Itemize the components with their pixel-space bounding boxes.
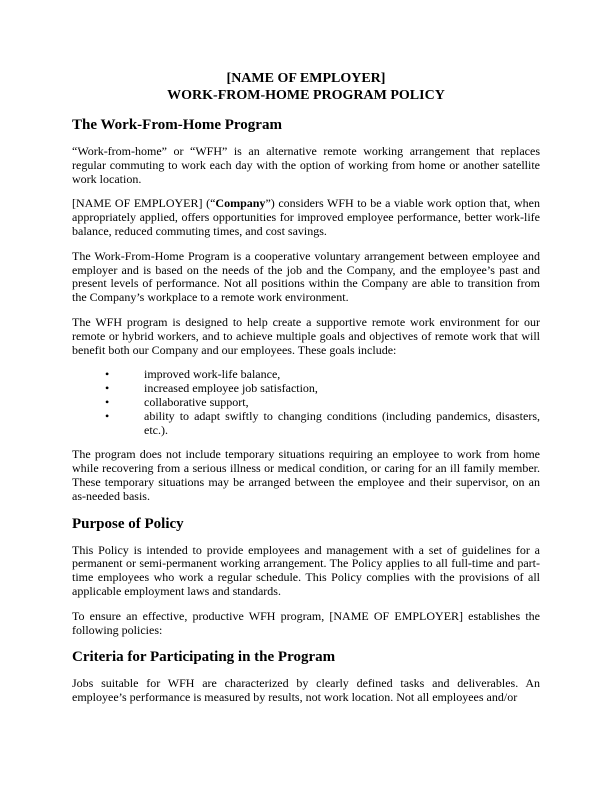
paragraph-definition: “Work-from-home” or “WFH” is an alternative remote working arrangement that replaces regular commuting to work each day with the option of working from home or another satellite work location. xyxy=(72,144,540,186)
bullet-icon: • xyxy=(105,367,110,382)
bullet-icon: • xyxy=(105,381,110,396)
document-title xyxy=(72,70,540,104)
bullet-icon: • xyxy=(105,408,110,423)
paragraph-exclusions: The program does not include temporary situations requiring an employee to work from home while recovering from a serious illness or medical condition, or caring for an ill family member. These temporary situations may be arranged between the employee and their supervisor, on an as-needed basis. xyxy=(72,447,540,503)
list-item xyxy=(72,368,540,382)
paragraph-criteria: Jobs suitable for WFH are characterized by clearly defined tasks and deliverables. An employee’s performance is measured by results, not work location. Not all employees and/or xyxy=(72,676,540,705)
section-wfh-program xyxy=(72,116,540,504)
list-item xyxy=(72,382,540,396)
paragraph-policies-intro: To ensure an effective, productive WFH program, [NAME OF EMPLOYER] establishes the following policies: xyxy=(72,608,540,637)
list-item xyxy=(72,410,540,438)
paragraph-program-goals-intro: The WFH program is designed to help create a supportive remote work environment for our remote or hybrid workers, and to achieve multiple goals and objectives of remote work that will benefit both our Company and our employees. These goals include: xyxy=(72,314,540,357)
text-fragment: [NAME OF EMPLOYER] (“ xyxy=(72,196,216,211)
title-policy-name: WORK-FROM-HOME PROGRAM POLICY xyxy=(167,88,445,103)
defined-term-company: Company xyxy=(215,196,266,211)
list-item-text: improved work-life balance, xyxy=(144,367,281,382)
section-participation-criteria xyxy=(72,648,540,705)
paragraph-company-view xyxy=(72,197,540,238)
goals-list xyxy=(72,368,540,437)
bullet-icon: • xyxy=(105,394,110,409)
paragraph-purpose: This Policy is intended to provide employees and management with a set of guidelines for a permanent or semi-permanent working arrangement. The Policy applies to all full-time and part-time employees who work a regular schedule. This Policy complies with the provisions of all applicable employment laws and standards. xyxy=(72,542,540,598)
list-item xyxy=(72,396,540,410)
section-heading: Criteria for Participating in the Program xyxy=(72,649,336,666)
section-heading: The Work-From-Home Program xyxy=(72,117,282,133)
title-employer-name: [NAME OF EMPLOYER] xyxy=(226,71,386,86)
list-item-text: increased employee job satisfaction, xyxy=(144,381,318,396)
list-item-text: collaborative support, xyxy=(144,394,249,409)
paragraph-program-nature: The Work-From-Home Program is a cooperative voluntary arrangement between employee and employer and is based on the needs of the job and the Company, and the employee’s past and present levels of performance. Not all positions within the Company are able to transition from the Company’s workplace to a remote work environment. xyxy=(72,248,540,305)
section-purpose-of-policy xyxy=(72,515,540,638)
list-item-text: ability to adapt swiftly to changing conditions (including pandemics, disasters, etc.). xyxy=(144,408,540,437)
text-fragment: ”) considers WFH to be a viable work option that, when appropriately applied, offers opportunities for improved employee performance, better work-life balance, reduced commuting times, and cost savings. xyxy=(72,196,541,238)
section-heading: Purpose of Policy xyxy=(72,515,184,532)
